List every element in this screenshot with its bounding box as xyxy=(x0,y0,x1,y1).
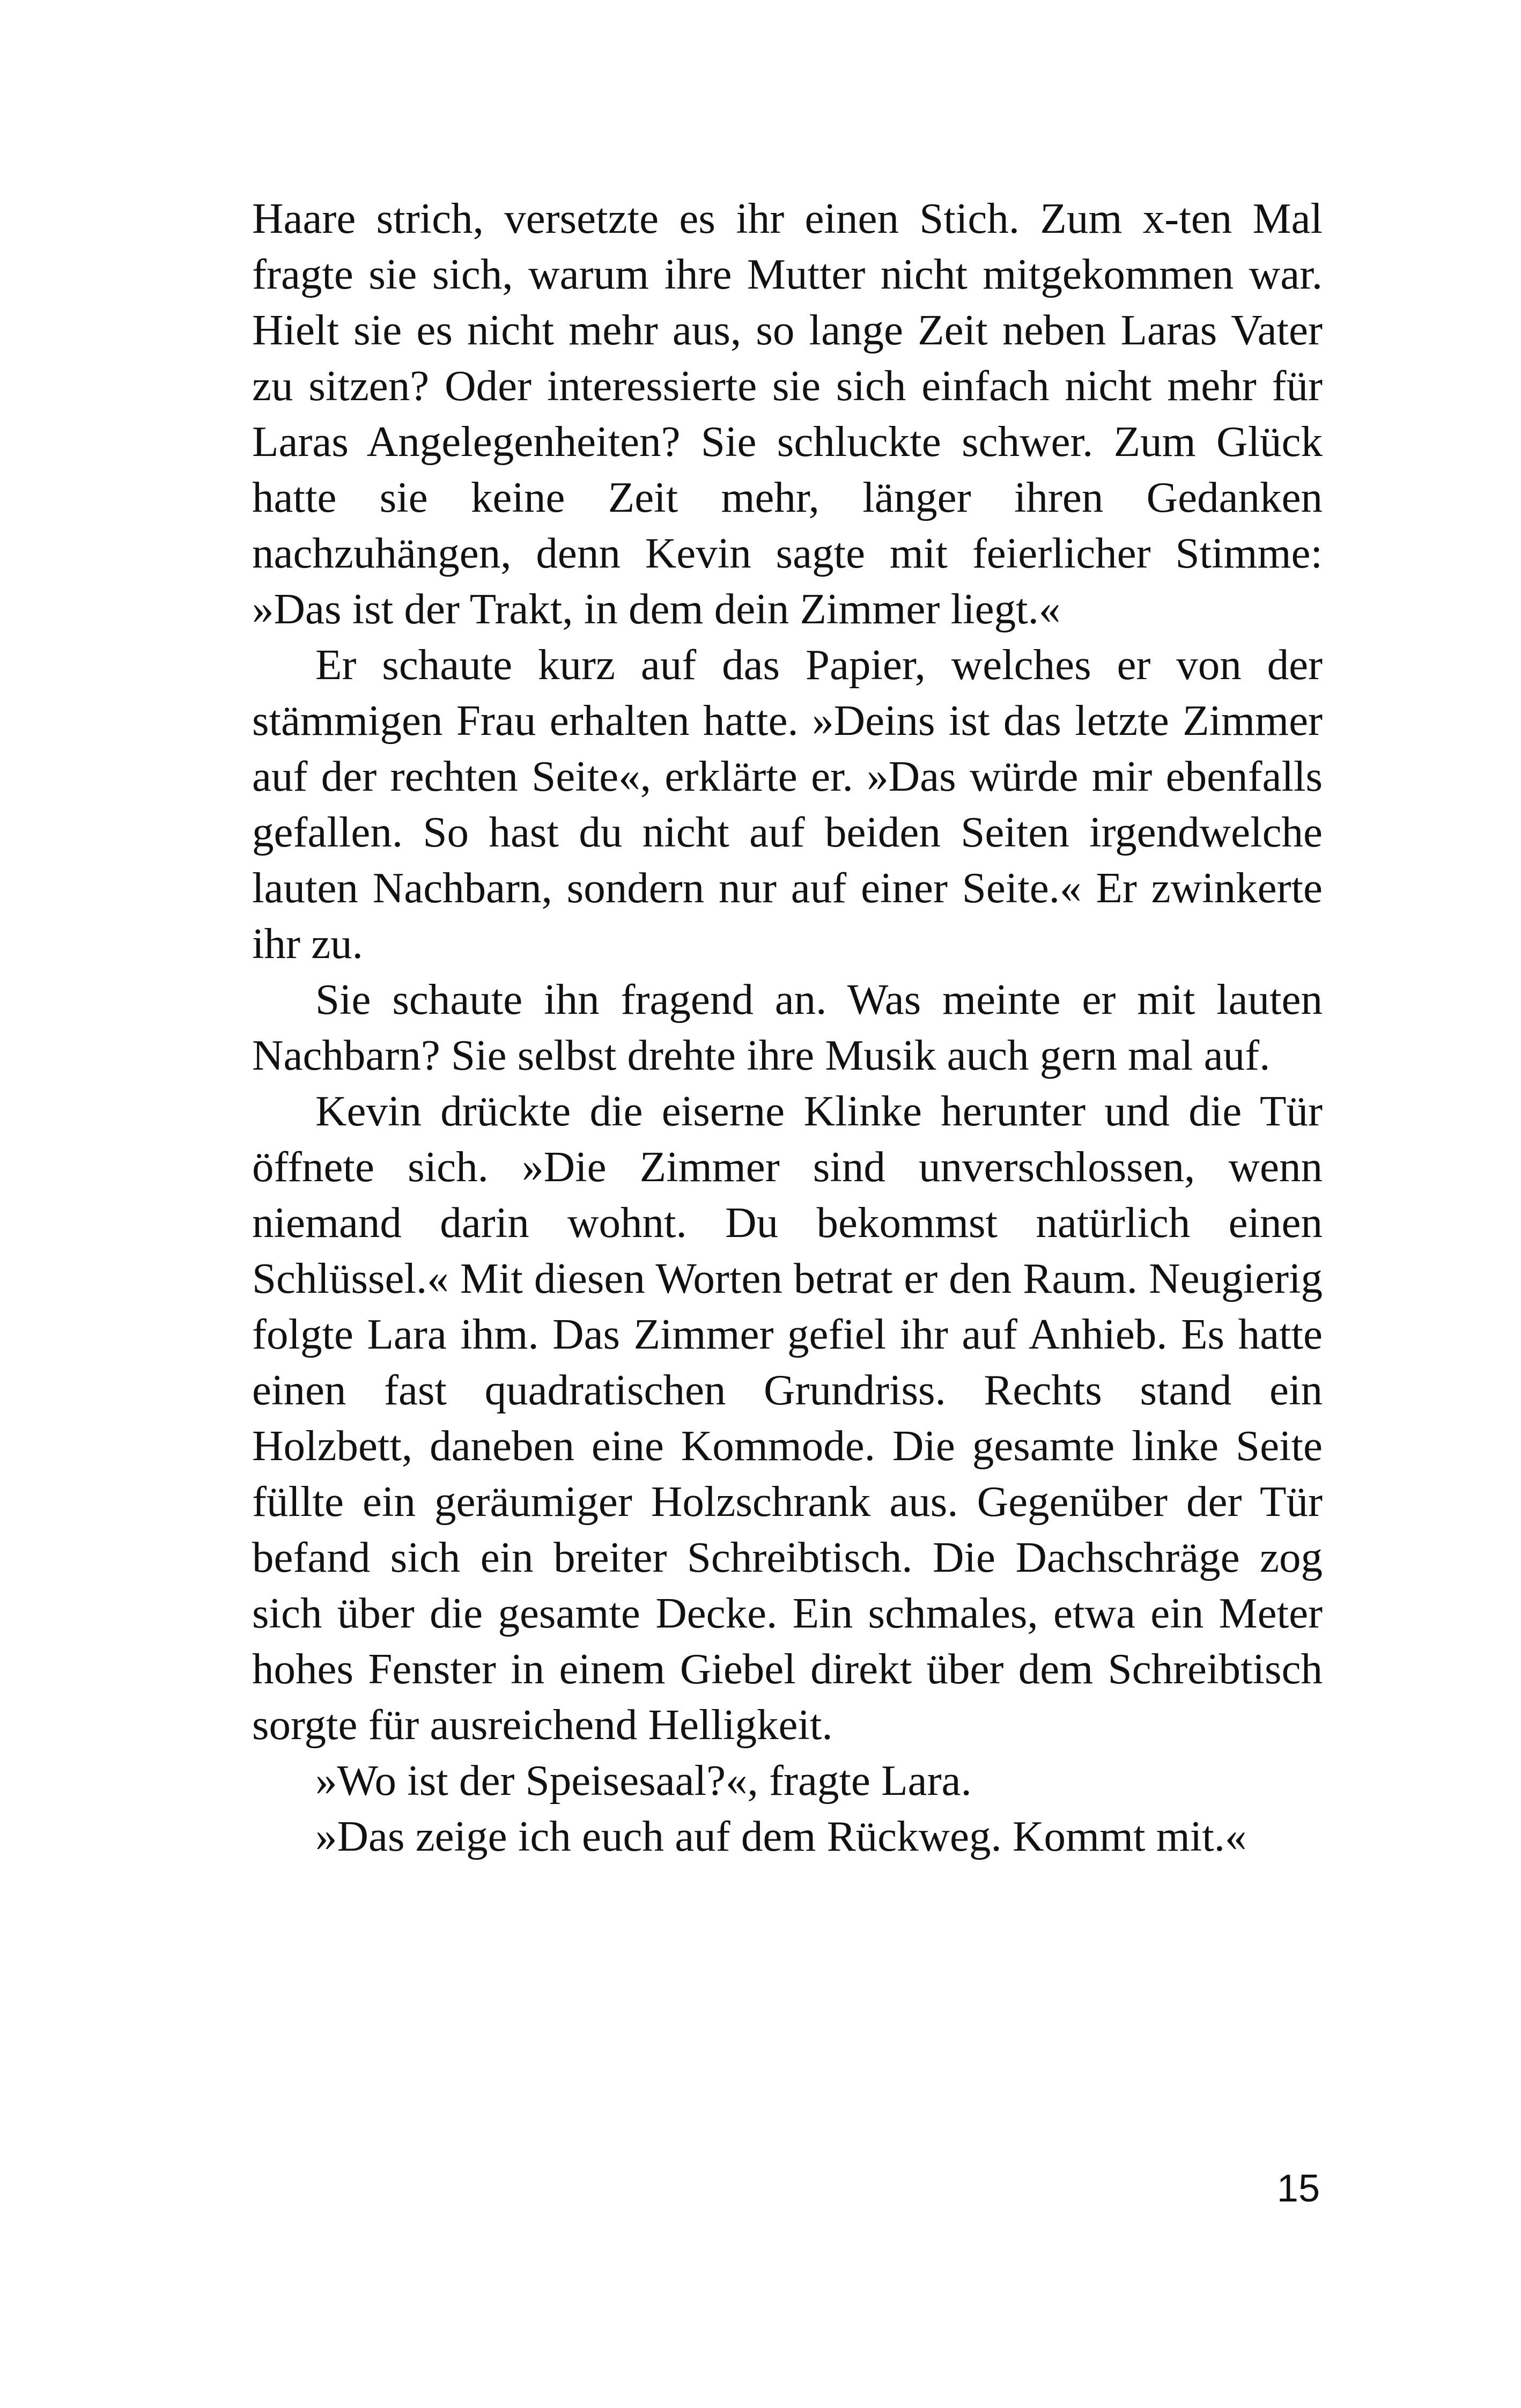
page-number: 15 xyxy=(1276,2167,1320,2210)
body-text xyxy=(252,190,1323,1864)
paragraph-3: Sie schaute ihn fragend an. Was meinte er mit lauten Nachbarn? Sie selbst drehte ihre Musik auch gern mal auf. xyxy=(252,975,1323,1079)
paragraph-5: »Wo ist der Speisesaal?«, fragte Lara. xyxy=(315,1756,972,1805)
paragraph-6: »Das zeige ich euch auf dem Rückweg. Kommt mit.« xyxy=(315,1812,1247,1860)
paragraph-1: Haare strich, versetzte es ihr einen Stich. Zum x-ten Mal fragte sie sich, warum ihre Mutter nicht mitgekommen war. Hielt sie es nicht mehr aus, so lange Zeit neben Laras Vater zu sitzen? Oder interessierte sie sich einfach nicht mehr für Laras Angelegenheiten? Sie schluckte schwer. Zum Glück hatte sie keine Zeit mehr, länger ihren Gedanken nachzuhängen, denn Kevin sagte mit feierlicher Stimme: »Das ist der Trakt, in dem dein Zimmer liegt.« xyxy=(252,194,1323,633)
paragraph-4: Kevin drückte die eiserne Klinke herunter und die Tür öffnete sich. »Die Zimmer sind unverschlossen, wenn niemand darin wohnt. Du bekommst natürlich einen Schlüssel.« Mit diesen Worten betrat er den Raum. Neugierig folgte Lara ihm. Das Zimmer gefiel ihr auf Anhieb. Es hatte einen fast quadratischen Grundriss. Rechts stand ein Holzbett, daneben eine Kommode. Die gesamte linke Seite füllte ein geräumiger Holzschrank aus. Gegenüber der Tür befand sich ein breiter Schreibtisch. Die Dachschräge zog sich über die gesamte Decke. Ein schmales, etwa ein Meter hohes Fenster in einem Giebel direkt über dem Schreibtisch sorgte für ausreichend Helligkeit. xyxy=(252,1087,1323,1749)
paragraph-2: Er schaute kurz auf das Papier, welches er von der stämmigen Frau erhalten hatte. »Deins ist das letzte Zimmer auf der rechten Seite«, erklärte er. »Das würde mir ebenfalls gefallen. So hast du nicht auf beiden Seiten irgendwelche lauten Nachbarn, sondern nur auf einer Seite.« Er zwinkerte ihr zu. xyxy=(252,640,1323,968)
